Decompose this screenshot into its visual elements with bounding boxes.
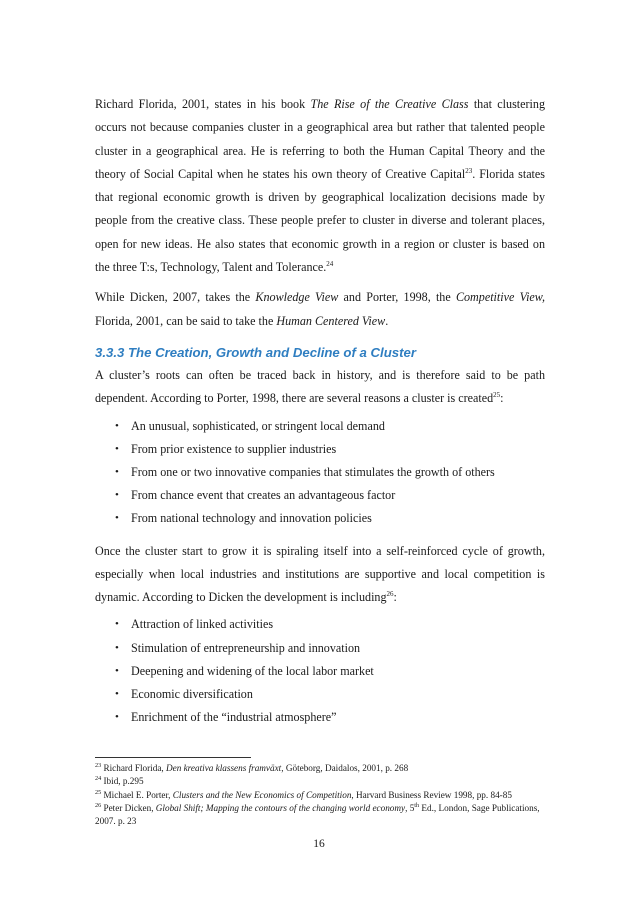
reasons-list xyxy=(95,415,545,531)
page-number: 16 xyxy=(313,838,325,850)
footnote-divider xyxy=(95,757,251,758)
bullet-icon: • xyxy=(115,618,119,631)
competitive-view: Competitive View, xyxy=(455,290,545,305)
list-item: • From chance event that creates an advantageous factor xyxy=(115,484,545,507)
bullet-icon: • xyxy=(115,419,119,432)
footnote-25: $^{25}$ Michael E. Porter, Clusters and the New Economics of Competition, Harvard Business Review 1998, pp. 84-85 xyxy=(95,788,512,800)
footnote-ref-25[interactable]: 25 xyxy=(493,391,501,400)
bullet-icon: • xyxy=(115,641,119,654)
footnote-ref-26[interactable]: 26 xyxy=(386,590,394,599)
footnote-ref-24[interactable]: 24 xyxy=(326,260,334,269)
bullet-icon: • xyxy=(115,664,119,677)
book-title: The Rise of the Creative Class xyxy=(310,97,469,111)
list-item: • Enrichment of the “industrial atmosphere” xyxy=(115,706,545,729)
list-item: • Deepening and widening of the local labor market xyxy=(115,660,545,683)
bullet-icon: • xyxy=(115,688,119,701)
knowledge-view: Knowledge View xyxy=(255,290,339,305)
bullet-icon: • xyxy=(115,711,119,724)
human-centered-view: Human Centered View xyxy=(276,313,386,328)
development-list xyxy=(95,613,545,729)
paragraph-florida: Richard Florida, 2001, states in his book The Rise of the Creative Class that clustering occurs not because companies cluster in a geographical area but rather that talented people cluster in a geographical area. He is referring to both the Human Capital Theory and the theory of Social Capital when he states his own theory of Creative Capital$^{23}$. Florida states that regional economic growth is driven by geographical localization decisions made by people from the creative class. These people prefer to cluster in diverse and tolerant places, open for new ideas. He also states that economic growth in a region or cluster is based on the three T:s, Technology, Talent and Tolerance.$^{24}$ xyxy=(95,97,545,275)
paragraph-roots: A cluster’s roots can often be traced back in history, and is therefore said to be path dependent. According to Porter, 1998, there are several reasons a cluster is created$^{25}$: xyxy=(95,367,545,406)
bullet-icon: • xyxy=(115,512,119,525)
page-body xyxy=(95,93,545,729)
bullet-icon: • xyxy=(115,442,119,455)
paragraph-growth: Once the cluster start to grow it is spiraling itself into a self-reinforced cycle of growth, especially when local industries and institutions are supportive and local competition is dynamic. According to Dicken the development is including$^{26}$: xyxy=(95,543,545,605)
paragraph-views: While Dicken, 2007, takes the Knowledge View and Porter, 1998, the Competitive View, Florida, 2001, can be said to take the Human Centered View. xyxy=(95,290,545,328)
list-item: • Attraction of linked activities xyxy=(115,613,545,636)
list-item: • From national technology and innovation policies xyxy=(115,507,545,530)
list-item: • From one or two innovative companies that stimulates the growth of others xyxy=(115,461,545,484)
list-item: • An unusual, sophisticated, or stringent local demand xyxy=(115,415,545,438)
list-item: • Economic diversification xyxy=(115,683,545,706)
bullet-icon: • xyxy=(115,465,119,478)
footnotes xyxy=(95,762,545,828)
footnote-26: $^{26}$ Peter Dicken, Global Shift; Mapping the contours of the changing world economy, 5th Ed., London, Sage Publications, 2007. p. 23 xyxy=(95,801,540,827)
footnote-ref-23[interactable]: 23 xyxy=(465,166,473,175)
footnote-24: $^{24}$ Ibid, p.295 xyxy=(95,775,144,787)
footnote-23: $^{23}$ Richard Florida, Den kreativa klassens framväxt, Göteborg, Daidalos, 2001, p. 268 xyxy=(95,761,409,773)
section-heading: 3.3.3 The Creation, Growth and Decline of a Cluster xyxy=(95,344,416,360)
bullet-icon: • xyxy=(115,489,119,502)
list-item: • From prior existence to supplier industries xyxy=(115,438,545,461)
list-item: • Stimulation of entrepreneurship and innovation xyxy=(115,637,545,660)
